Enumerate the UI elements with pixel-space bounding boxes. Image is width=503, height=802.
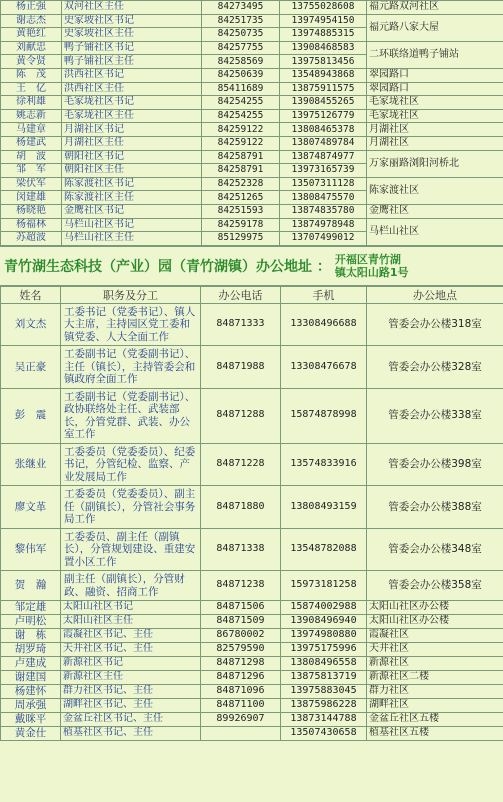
office-location: 植基社区五楼 [367,727,503,741]
mobile-phone: 13974980880 [281,629,367,643]
office-location: 湖畔社区 [367,699,503,713]
table-row [1,388,503,443]
office-location: 管委会办公楼338室 [367,388,503,443]
official-duty: 太阳山社区主任 [61,615,201,629]
table-row [1,486,503,529]
official-duty: 植基社区书记、主任 [61,727,201,741]
contact-name: 王 亿 [1,82,62,96]
contact-title: 史家坡社区书记 [62,14,202,28]
table-row [1,204,503,218]
official-name: 杨建怀 [1,685,61,699]
contact-name: 杨正强 [1,1,62,15]
office-phone: 84251265 [202,191,280,205]
contact-title: 陈家渡社区主任 [62,191,202,205]
office-phone: 84871288 [201,388,281,443]
contact-name: 谢志杰 [1,14,62,28]
official-duty: 天井社区书记、主任 [61,643,201,657]
table-row [1,218,503,232]
office-phone: 86780002 [201,629,281,643]
table-row [1,629,503,643]
official-name: 胡罗琦 [1,643,61,657]
office-phone: 84871988 [201,346,281,389]
table-row [1,1,503,15]
official-duty: 工委委员、副主任（副镇长），分管规划建设、重建安置小区工作 [61,528,201,571]
office-phone: 84871296 [201,671,281,685]
official-name: 吴正豪 [1,346,61,389]
official-duty: 霞凝社区书记、主任 [61,629,201,643]
mobile-phone: 13574833916 [281,443,367,486]
office-phone: 84871338 [201,528,281,571]
office-location: 毛家垅社区 [367,96,503,110]
office-phone: 84259122 [202,136,280,150]
contact-title: 双河社区主任 [62,1,202,15]
mobile-phone: 13308476678 [281,346,367,389]
mobile-phone: 13974885315 [280,28,367,42]
office-location: 翠园路口 [367,82,503,96]
mobile-phone: 13975883045 [281,685,367,699]
office-location: 管委会办公楼358室 [367,571,503,601]
header-phone: 办公电话 [201,286,281,303]
table-row [1,68,503,82]
mobile-phone: 15874878998 [281,388,367,443]
office-location: 太阳山社区办公楼 [367,601,503,615]
table-row [1,699,503,713]
official-name: 邹定雄 [1,601,61,615]
contact-name: 邹 军 [1,164,62,178]
table-row [1,443,503,486]
contact-title: 鸭子铺社区书记 [62,41,202,55]
mobile-phone: 13808475570 [280,191,367,205]
table-row [1,657,503,671]
contact-title: 马栏山社区主任 [62,232,202,246]
official-name: 彭 震 [1,388,61,443]
official-name: 刘文杰 [1,303,61,346]
contact-name: 杨建武 [1,136,62,150]
mobile-phone: 13808493159 [281,486,367,529]
contact-title: 史家坡社区主任 [62,28,202,42]
official-duty: 新源社区主任 [61,671,201,685]
contact-title: 鸭子铺社区主任 [62,55,202,69]
table-row [1,136,503,150]
contact-name: 刘献忠 [1,41,62,55]
mobile-phone: 13548943868 [280,68,367,82]
office-location: 金鹰社区 [367,204,503,218]
office-phone: 84871228 [201,443,281,486]
official-name: 卢明松 [1,615,61,629]
official-name: 黎伟军 [1,528,61,571]
mobile-phone: 13874835780 [280,204,367,218]
mobile-phone: 13308496688 [281,303,367,346]
mobile-phone: 13975126779 [280,109,367,123]
park-address-banner [0,246,503,286]
table-row [1,14,503,28]
office-phone: 84250735 [202,28,280,42]
table-row [1,528,503,571]
top-directory-table [0,0,503,246]
official-name: 张继业 [1,443,61,486]
mobile-phone: 13908468583 [280,41,367,55]
office-phone: 85129975 [202,232,280,246]
office-phone: 84251735 [202,14,280,28]
table-row [1,82,503,96]
office-location: 二环联络道鸭子铺站 [367,41,503,68]
office-phone: 84871880 [201,486,281,529]
office-location: 太阳山社区办公楼 [367,615,503,629]
contact-title: 洪西社区主任 [62,82,202,96]
office-phone: 84251593 [202,204,280,218]
office-location: 管委会办公楼318室 [367,303,503,346]
mobile-phone: 13873144788 [281,713,367,727]
table-row [1,109,503,123]
office-location: 陈家渡社区 [367,177,503,204]
contact-title: 陈家渡社区书记 [62,177,202,191]
table-row [1,713,503,727]
table-row [1,685,503,699]
official-duty: 新源社区书记 [61,657,201,671]
office-phone: 84257755 [202,41,280,55]
office-phone: 84250639 [202,68,280,82]
office-location: 毛家垅社区 [367,109,503,123]
table-row [1,346,503,389]
official-name: 周承强 [1,699,61,713]
banner-address-line2: 镇太阳山路1号 [334,265,409,279]
office-location: 万家丽路浏阳河桥北 [367,150,503,177]
contact-name: 胡 波 [1,150,62,164]
office-location: 翠园路口 [367,68,503,82]
office-location: 霞凝社区 [367,629,503,643]
office-phone: 84259122 [202,123,280,137]
office-location: 群力社区 [367,685,503,699]
mobile-phone: 13507311128 [280,177,367,191]
mobile-phone: 15973181258 [281,571,367,601]
contact-title: 毛家垅社区主任 [62,109,202,123]
contact-title: 月湖社区主任 [62,136,202,150]
contact-title: 马栏山社区书记 [62,218,202,232]
mobile-phone: 13908496940 [281,615,367,629]
header-location: 办公地点 [367,286,503,303]
official-duty: 工委副书记（党委副书记）、主任（镇长），主持管委会和镇政府全面工作 [61,346,201,389]
park-directory-table [0,286,503,742]
official-name: 黄金仕 [1,727,61,741]
office-phone: 85411689 [202,82,280,96]
office-phone: 84258791 [202,150,280,164]
mobile-phone: 13875813719 [281,671,367,685]
office-phone: 84254255 [202,96,280,110]
official-name: 戴咪平 [1,713,61,727]
official-duty: 太阳山社区书记 [61,601,201,615]
mobile-phone: 13973165739 [280,164,367,178]
table-row [1,671,503,685]
official-name: 谢 栋 [1,629,61,643]
office-phone [201,727,281,741]
table-row [1,177,503,191]
official-name: 谢建国 [1,671,61,685]
office-phone: 84871506 [201,601,281,615]
contact-name: 马建章 [1,123,62,137]
table-row [1,643,503,657]
official-duty: 金盆丘社区书记、主任 [61,713,201,727]
contact-name: 苏超波 [1,232,62,246]
mobile-phone: 13875911575 [280,82,367,96]
official-duty: 副主任（副镇长），分管财政、融资、招商工作 [61,571,201,601]
contact-name: 杨晓艳 [1,204,62,218]
contact-name: 闵建雄 [1,191,62,205]
contact-name: 黄令贤 [1,55,62,69]
table-row [1,601,503,615]
contact-name: 梁伏军 [1,177,62,191]
contact-title: 毛家垅社区书记 [62,96,202,110]
office-location: 福元路八家大屋 [367,14,503,41]
contact-name: 姚志新 [1,109,62,123]
contact-title: 朝阳社区主任 [62,164,202,178]
table-row [1,615,503,629]
office-phone: 84258569 [202,55,280,69]
mobile-phone: 13874978948 [280,218,367,232]
contact-name: 陈 茂 [1,68,62,82]
mobile-phone: 13808496558 [281,657,367,671]
contact-name: 徐利雄 [1,96,62,110]
table-row [1,571,503,601]
header-name: 姓名 [1,286,61,303]
mobile-phone: 13755028608 [280,1,367,15]
office-location: 管委会办公楼328室 [367,346,503,389]
office-location: 新源社区二楼 [367,671,503,685]
official-name: 卢建成 [1,657,61,671]
official-duty: 群力社区书记、主任 [61,685,201,699]
official-duty: 工委委员（党委委员）、纪委书记，分管纪检、监察、产业发展局工作 [61,443,201,486]
mobile-phone: 13908455265 [280,96,367,110]
office-location: 管委会办公楼388室 [367,486,503,529]
mobile-phone: 15874002988 [281,601,367,615]
office-phone: 84871238 [201,571,281,601]
contact-title: 朝阳社区书记 [62,150,202,164]
office-phone: 84254255 [202,109,280,123]
office-location: 管委会办公楼398室 [367,443,503,486]
office-phone: 89926907 [201,713,281,727]
office-location: 管委会办公楼348室 [367,528,503,571]
office-phone: 84871333 [201,303,281,346]
office-location: 福元路双河社区 [367,1,503,15]
table-row [1,123,503,137]
contact-title: 金鹰社区书记 [62,204,202,218]
office-location: 月湖社区 [367,123,503,137]
table-row [1,150,503,164]
office-phone: 84258791 [202,164,280,178]
banner-address [335,253,409,279]
contact-name: 杨福林 [1,218,62,232]
mobile-phone: 13507430658 [281,727,367,741]
office-phone: 84259178 [202,218,280,232]
banner-address-line1: 开福区青竹湖 [334,252,401,266]
mobile-phone: 13807489784 [280,136,367,150]
table-row [1,303,503,346]
official-duty: 工委书记（党委书记）、镇人大主席，主持园区党工委和镇党委、人大全面工作 [61,303,201,346]
office-location: 天井社区 [367,643,503,657]
office-location: 金盆丘社区五楼 [367,713,503,727]
official-duty: 工委副书记（党委副书记）、政协联络处主任、武装部长，分管党群、武装、办公室工作 [61,388,201,443]
header-duty: 职务及分工 [61,286,201,303]
mobile-phone: 13875986228 [281,699,367,713]
office-location: 新源社区 [367,657,503,671]
table-row [1,41,503,55]
table-row [1,96,503,110]
office-location: 月湖社区 [367,136,503,150]
table-header-row [1,286,503,303]
office-phone: 84273495 [202,1,280,15]
mobile-phone: 13808465378 [280,123,367,137]
mobile-phone: 13975813456 [280,55,367,69]
contact-title: 洪西社区书记 [62,68,202,82]
office-phone: 84252328 [202,177,280,191]
mobile-phone: 13707499012 [280,232,367,246]
mobile-phone: 13874874977 [280,150,367,164]
banner-title: 青竹湖生态科技（产业）园（青竹湖镇）办公地址 ： [4,258,331,275]
official-name: 廖文革 [1,486,61,529]
office-phone: 84871096 [201,685,281,699]
table-row [1,727,503,741]
office-phone: 82579590 [201,643,281,657]
mobile-phone: 13974954150 [280,14,367,28]
official-duty: 湖畔社区书记、主任 [61,699,201,713]
office-phone: 84871298 [201,657,281,671]
mobile-phone: 13975175996 [281,643,367,657]
office-location: 马栏山社区 [367,218,503,245]
contact-title: 月湖社区书记 [62,123,202,137]
office-phone: 84871509 [201,615,281,629]
mobile-phone: 13548782088 [281,528,367,571]
official-duty: 工委委员（党委委员）、副主任（副镇长），分管社会事务局工作 [61,486,201,529]
official-name: 贺 瀚 [1,571,61,601]
header-mobile: 手机 [281,286,367,303]
office-phone: 84871100 [201,699,281,713]
contact-name: 黄艳红 [1,28,62,42]
